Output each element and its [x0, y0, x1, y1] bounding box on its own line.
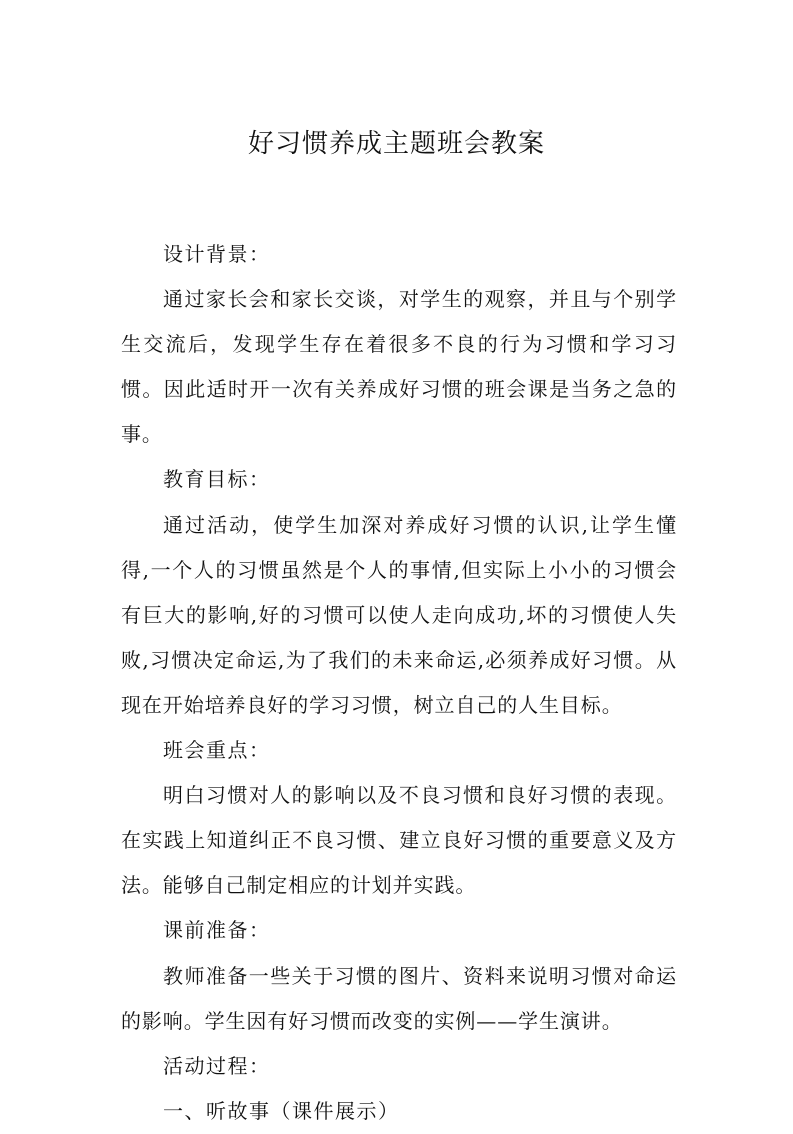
- paragraph-preparation: 教师准备一些关于习惯的图片、资料来说明习惯对命运的影响。学生因有好习惯而改变的实例——学生演讲。: [121, 963, 677, 1033]
- section-heading-background: 设计背景：: [163, 242, 271, 266]
- section-heading-focus: 班会重点：: [163, 738, 271, 763]
- paragraph-background: 通过家长会和家长交谈，对学生的观察，并且与个别学生交流后，发现学生存在着很多不良的行为习惯和学习习惯。因此适时开一次有关养成好习惯的班会课是当务之急的事。: [121, 287, 677, 447]
- section-heading-story: 一、听故事（课件展示）: [163, 1098, 400, 1123]
- section-heading-preparation: 课前准备：: [163, 918, 271, 943]
- paragraph-goals: 通过活动，使学生加深对养成好习惯的认识,让学生懂得,一个人的习惯虽然是个人的事情,但实际上小小的习惯会有巨大的影响,好的习惯可以使人走向成功,坏的习惯使人失败,习惯决定命运,为了我们的未来命运,必须养成好习惯。从现在开始培养良好的学习习惯，树立自己的人生目标。: [121, 512, 677, 717]
- document-title: 好习惯养成主题班会教案: [247, 129, 545, 159]
- section-heading-goals: 教育目标：: [163, 467, 271, 492]
- paragraph-focus: 明白习惯对人的影响以及不良习惯和良好习惯的表现。在实践上知道纠正不良习惯、建立良好习惯的重要意义及方法。能够自己制定相应的计划并实践。: [121, 783, 677, 898]
- section-heading-process: 活动过程：: [163, 1053, 271, 1078]
- document-body: [121, 232, 677, 1134]
